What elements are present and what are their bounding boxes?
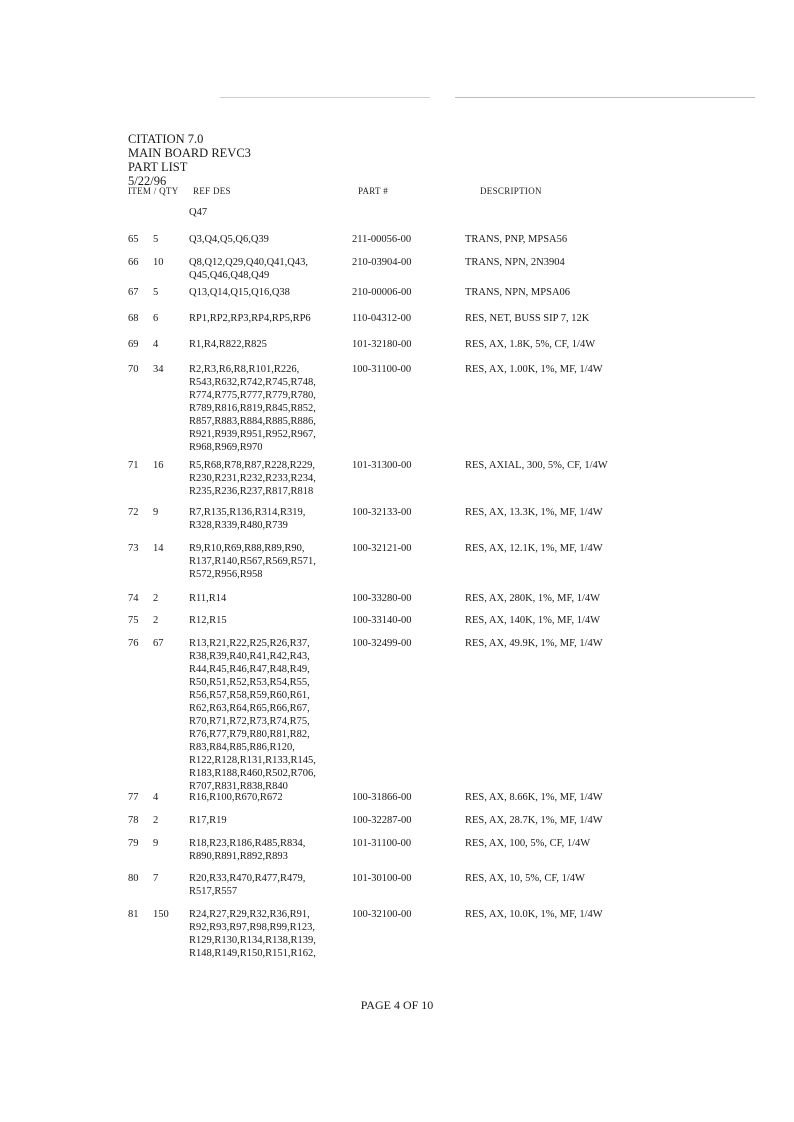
item-number: 70 bbox=[128, 364, 139, 375]
ref-des: R1,R4,R822,R825 bbox=[189, 339, 267, 350]
part-number: 210-00006-00 bbox=[352, 287, 412, 298]
ref-des: R24,R27,R29,R32,R36,R91, R92,R93,R97,R98,R99,R123, R129,R130,R134,R138,R139, R148,R149,R150,R151,R162, bbox=[189, 909, 316, 959]
ref-des: R2,R3,R6,R8,R101,R226, R543,R632,R742,R745,R748, R774,R775,R777,R779,R780, R789,R816,R819,R845,R852, R857,R883,R884,R885,R886, R921,R939,R951,R952,R967, R968,R969,R970 bbox=[189, 364, 316, 453]
page-number: PAGE 4 OF 10 bbox=[360, 998, 434, 1012]
quantity: 34 bbox=[153, 364, 164, 375]
quantity: 5 bbox=[153, 287, 159, 298]
column-header-ref-des: REF DES bbox=[193, 186, 231, 196]
item-number: 72 bbox=[128, 507, 139, 518]
part-number: 211-00056-00 bbox=[352, 234, 412, 245]
ref-des: R12,R15 bbox=[189, 615, 227, 626]
ref-des: R16,R100,R670,R672 bbox=[189, 792, 283, 803]
ref-des: R11,R14 bbox=[189, 593, 227, 604]
item-number: 75 bbox=[128, 615, 139, 626]
part-number: 101-31300-00 bbox=[352, 460, 412, 471]
part-number: 100-32499-00 bbox=[352, 638, 412, 649]
ref-des: Q3,Q4,Q5,Q6,Q39 bbox=[189, 234, 269, 245]
description: RES, AX, 140K, 1%, MF, 1/4W bbox=[465, 615, 601, 626]
description: TRANS, PNP, MPSA56 bbox=[465, 234, 568, 245]
board-title: MAIN BOARD REVC3 bbox=[128, 146, 251, 160]
column-header-item-qty: ITEM / QTY bbox=[128, 186, 179, 196]
description: RES, AXIAL, 300, 5%, CF, 1/4W bbox=[465, 460, 608, 471]
item-number: 73 bbox=[128, 543, 139, 554]
description: RES, AX, 49.9K, 1%, MF, 1/4W bbox=[465, 638, 603, 649]
quantity: 4 bbox=[153, 339, 159, 350]
doc-date: 5/22/96 bbox=[128, 174, 167, 188]
ref-des: R9,R10,R69,R88,R89,R90, R137,R140,R567,R569,R571, R572,R956,R958 bbox=[189, 543, 316, 580]
quantity: 14 bbox=[153, 543, 164, 554]
item-number: 74 bbox=[128, 593, 139, 604]
item-number: 71 bbox=[128, 460, 139, 471]
item-number: 78 bbox=[128, 815, 139, 826]
part-number: 101-30100-00 bbox=[352, 873, 412, 884]
description: TRANS, NPN, 2N3904 bbox=[465, 257, 565, 268]
column-header-description: DESCRIPTION bbox=[480, 186, 542, 196]
description: RES, AX, 28.7K, 1%, MF, 1/4W bbox=[465, 815, 603, 826]
part-number: 110-04312-00 bbox=[352, 313, 412, 324]
part-number: 100-32287-00 bbox=[352, 815, 412, 826]
quantity: 4 bbox=[153, 792, 159, 803]
ref-des: Q13,Q14,Q15,Q16,Q38 bbox=[189, 287, 290, 298]
description: RES, AX, 100, 5%, CF, 1/4W bbox=[465, 838, 591, 849]
item-number: 77 bbox=[128, 792, 139, 803]
quantity: 7 bbox=[153, 873, 159, 884]
description: RES, AX, 8.66K, 1%, MF, 1/4W bbox=[465, 792, 603, 803]
part-number: 100-33280-00 bbox=[352, 593, 412, 604]
quantity: 5 bbox=[153, 234, 159, 245]
part-number: 210-03904-00 bbox=[352, 257, 412, 268]
quantity: 67 bbox=[153, 638, 164, 649]
ref-des: Q47 bbox=[189, 207, 208, 218]
part-number: 100-32121-00 bbox=[352, 543, 412, 554]
description: RES, AX, 12.1K, 1%, MF, 1/4W bbox=[465, 543, 603, 554]
description: RES, NET, BUSS SIP 7, 12K bbox=[465, 313, 590, 324]
column-header-part: PART # bbox=[358, 186, 389, 196]
part-number: 101-31100-00 bbox=[352, 838, 412, 849]
part-number: 100-32100-00 bbox=[352, 909, 412, 920]
item-number: 76 bbox=[128, 638, 139, 649]
item-number: 81 bbox=[128, 909, 139, 920]
item-number: 67 bbox=[128, 287, 139, 298]
quantity: 16 bbox=[153, 460, 164, 471]
part-number: 100-33140-00 bbox=[352, 615, 412, 626]
quantity: 2 bbox=[153, 593, 159, 604]
ref-des: RP1,RP2,RP3,RP4,RP5,RP6 bbox=[189, 313, 311, 324]
quantity: 6 bbox=[153, 313, 159, 324]
item-number: 79 bbox=[128, 838, 139, 849]
ref-des: Q8,Q12,Q29,Q40,Q41,Q43, Q45,Q46,Q48,Q49 bbox=[189, 257, 308, 281]
ref-des: R13,R21,R22,R25,R26,R37, R38,R39,R40,R41,R42,R43, R44,R45,R46,R47,R48,R49, R50,R51,R52,R53,R54,R55, R56,R57,R58,R59,R60,R61, R62,R63,R64,R65,R66,R67, R70,R71,R72,R73,R74,R75, R76,R77,R79,R80,R81,R82, R83,R84,R85,R86,R120, R122,R128,R131,R133,R145, R183,R188,R460,R502,R706, R707,R831,R838,R840 bbox=[189, 638, 316, 792]
ref-des: R17,R19 bbox=[189, 815, 227, 826]
part-number: 100-32133-00 bbox=[352, 507, 412, 518]
document-header bbox=[128, 132, 251, 188]
part-number: 101-32180-00 bbox=[352, 339, 412, 350]
description: RES, AX, 13.3K, 1%, MF, 1/4W bbox=[465, 507, 603, 518]
quantity: 2 bbox=[153, 615, 159, 626]
quantity: 9 bbox=[153, 838, 159, 849]
quantity: 2 bbox=[153, 815, 159, 826]
description: RES, AX, 10.0K, 1%, MF, 1/4W bbox=[465, 909, 603, 920]
quantity: 9 bbox=[153, 507, 159, 518]
ref-des: R7,R135,R136,R314,R319, R328,R339,R480,R739 bbox=[189, 507, 306, 531]
item-number: 66 bbox=[128, 257, 139, 268]
quantity: 150 bbox=[153, 909, 169, 920]
ref-des: R18,R23,R186,R485,R834, R890,R891,R892,R893 bbox=[189, 838, 306, 862]
description: RES, AX, 10, 5%, CF, 1/4W bbox=[465, 873, 585, 884]
item-number: 68 bbox=[128, 313, 139, 324]
description: RES, AX, 280K, 1%, MF, 1/4W bbox=[465, 593, 601, 604]
item-number: 69 bbox=[128, 339, 139, 350]
description: RES, AX, 1.8K, 5%, CF, 1/4W bbox=[465, 339, 596, 350]
ref-des: R5,R68,R78,R87,R228,R229, R230,R231,R232,R233,R234, R235,R236,R237,R817,R818 bbox=[189, 460, 316, 497]
item-number: 65 bbox=[128, 234, 139, 245]
product-title: CITATION 7.0 bbox=[128, 132, 204, 146]
doc-type: PART LIST bbox=[128, 160, 188, 174]
item-number: 80 bbox=[128, 873, 139, 884]
quantity: 10 bbox=[153, 257, 164, 268]
part-number: 100-31100-00 bbox=[352, 364, 412, 375]
part-number: 100-31866-00 bbox=[352, 792, 412, 803]
ref-des: R20,R33,R470,R477,R479, R517,R557 bbox=[189, 873, 306, 897]
description: TRANS, NPN, MPSA06 bbox=[465, 287, 571, 298]
description: RES, AX, 1.00K, 1%, MF, 1/4W bbox=[465, 364, 603, 375]
